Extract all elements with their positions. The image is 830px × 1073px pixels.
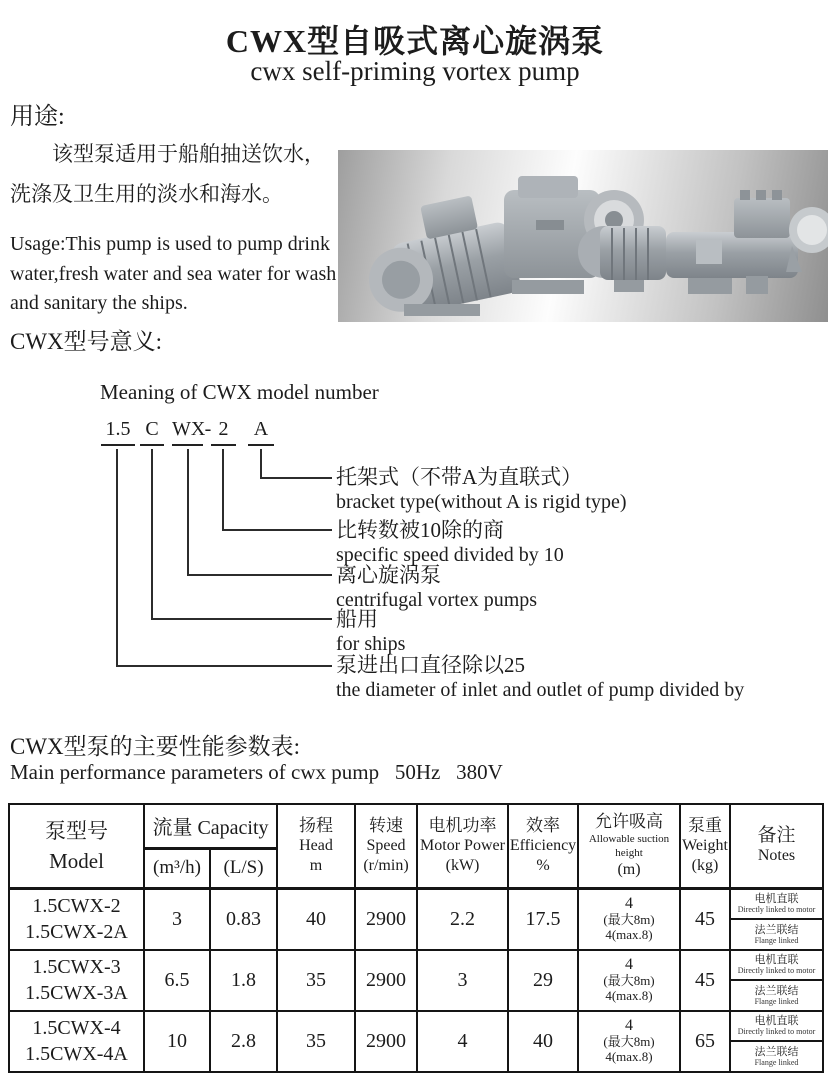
model-token-wx: WX xyxy=(172,418,203,446)
capacity-m3h-value: 10 xyxy=(144,1011,210,1072)
model-meaning-heading-cn: CWX型号意义: xyxy=(10,329,163,354)
branch-label-vortex-pump: 离心旋涡泵 centrifugal vortex pumps xyxy=(336,563,538,611)
col-header-suction: 允许吸高 Allowable suction height (m) xyxy=(578,804,680,888)
model-token-2: 2 xyxy=(211,418,236,446)
page-title-en: cwx self-priming vortex pump xyxy=(250,56,580,86)
model-meaning-heading-en: Meaning of CWX model number xyxy=(100,380,379,404)
pump-illustration xyxy=(338,150,828,322)
col-header-capacity-ls: (L/S) xyxy=(210,848,277,888)
power-value: 3 xyxy=(417,950,508,1011)
col-header-weight: 泵重 Weight (kg) xyxy=(680,804,730,888)
head-value: 35 xyxy=(277,1011,355,1072)
col-header-head: 扬程 Head m xyxy=(277,804,355,888)
suction-value: 4 (最大8m) 4(max.8) xyxy=(578,1011,680,1072)
notes-cell xyxy=(730,1011,823,1072)
performance-table xyxy=(8,803,824,1073)
notes-cell xyxy=(730,950,823,1011)
branch-label-bracket-type: 托架式（不带A为直联式） bracket type(without A is rigid type) xyxy=(336,465,627,513)
diagram-horizontal-line xyxy=(260,477,332,479)
efficiency-value: 40 xyxy=(508,1011,578,1072)
pump-product-photo xyxy=(338,150,828,322)
performance-table-container xyxy=(8,803,824,1073)
col-header-notes: 备注 Notes xyxy=(730,804,823,888)
capacity-ls-value: 2.8 xyxy=(210,1011,277,1072)
branch-label-specific-speed: 比转数被10除的商 specific speed divided by 10 xyxy=(336,518,564,566)
col-header-motor-power: 电机功率 Motor Power (kW) xyxy=(417,804,508,888)
note-flange-link: 法兰联结 Flange linked xyxy=(754,984,799,1006)
usage-body-cn: 该型泵适用于船舶抽送饮水，洗涤及卫生用的淡水和海水。 xyxy=(10,142,325,206)
power-value: 2.2 xyxy=(417,888,508,950)
branch-label-for-ships: 船用 for ships xyxy=(336,607,406,655)
speed-value: 2900 xyxy=(355,1011,417,1072)
power-value: 4 xyxy=(417,1011,508,1072)
efficiency-value: 29 xyxy=(508,950,578,1011)
model-names: 1.5CWX-4 1.5CWX-4A xyxy=(9,1011,144,1072)
weight-value: 65 xyxy=(680,1011,730,1072)
efficiency-value: 17.5 xyxy=(508,888,578,950)
parameters-heading-en: Main performance parameters of cwx pump 50Hz 380V xyxy=(10,760,503,784)
capacity-ls-value: 1.8 xyxy=(210,950,277,1011)
note-direct-link: 电机直联 Directly linked to motor xyxy=(731,1012,822,1042)
note-direct-link: 电机直联 Directly linked to motor xyxy=(731,951,822,981)
diagram-vertical-line xyxy=(222,449,224,531)
model-token-hyphen: - xyxy=(204,418,212,440)
branch-label-diameter: 泵进出口直径除以25 the diameter of inlet and outlet of pump divided by xyxy=(336,653,745,701)
head-value: 35 xyxy=(277,950,355,1011)
col-header-capacity-m3h: (m³/h) xyxy=(144,848,210,888)
usage-heading: 用途: xyxy=(10,104,65,130)
note-flange-link: 法兰联结 Flange linked xyxy=(754,1045,799,1067)
model-token-a: A xyxy=(248,418,274,446)
diagram-vertical-line xyxy=(187,449,189,576)
note-direct-link: 电机直联 Directly linked to motor xyxy=(731,890,822,920)
usage-body-en: Usage:This pump is used to pump drink water,fresh water and sea water for wash and sanitary the ships. xyxy=(10,233,337,314)
table-row-cwx3 xyxy=(9,950,823,1011)
speed-value: 2900 xyxy=(355,888,417,950)
diagram-vertical-line xyxy=(260,449,262,479)
table-row-cwx2 xyxy=(9,888,823,950)
weight-value: 45 xyxy=(680,888,730,950)
note-flange-link: 法兰联结 Flange linked xyxy=(754,923,799,945)
parameters-heading-cn: CWX型泵的主要性能参数表: xyxy=(10,734,301,759)
col-header-efficiency: 效率 Efficiency % xyxy=(508,804,578,888)
suction-value: 4 (最大8m) 4(max.8) xyxy=(578,888,680,950)
diagram-horizontal-line xyxy=(116,665,332,667)
head-value: 40 xyxy=(277,888,355,950)
diagram-horizontal-line xyxy=(151,618,332,620)
col-header-model: 泵型号 Model xyxy=(9,804,144,888)
model-names: 1.5CWX-2 1.5CWX-2A xyxy=(9,888,144,950)
diagram-vertical-line xyxy=(151,449,153,620)
capacity-m3h-value: 6.5 xyxy=(144,950,210,1011)
notes-cell xyxy=(730,888,823,950)
col-header-speed: 转速 Speed (r/min) xyxy=(355,804,417,888)
suction-value: 4 (最大8m) 4(max.8) xyxy=(578,950,680,1011)
diagram-horizontal-line xyxy=(187,574,332,576)
speed-value: 2900 xyxy=(355,950,417,1011)
diagram-horizontal-line xyxy=(222,529,332,531)
model-token-c: C xyxy=(140,418,164,446)
weight-value: 45 xyxy=(680,950,730,1011)
col-header-capacity: 流量 Capacity xyxy=(144,804,277,848)
model-names: 1.5CWX-3 1.5CWX-3A xyxy=(9,950,144,1011)
model-token-1-5: 1.5 xyxy=(101,418,135,446)
diagram-vertical-line xyxy=(116,449,118,667)
table-row-cwx4 xyxy=(9,1011,823,1072)
page-title-cn: CWX型自吸式离心旋涡泵 xyxy=(225,23,605,59)
capacity-m3h-value: 3 xyxy=(144,888,210,950)
capacity-ls-value: 0.83 xyxy=(210,888,277,950)
